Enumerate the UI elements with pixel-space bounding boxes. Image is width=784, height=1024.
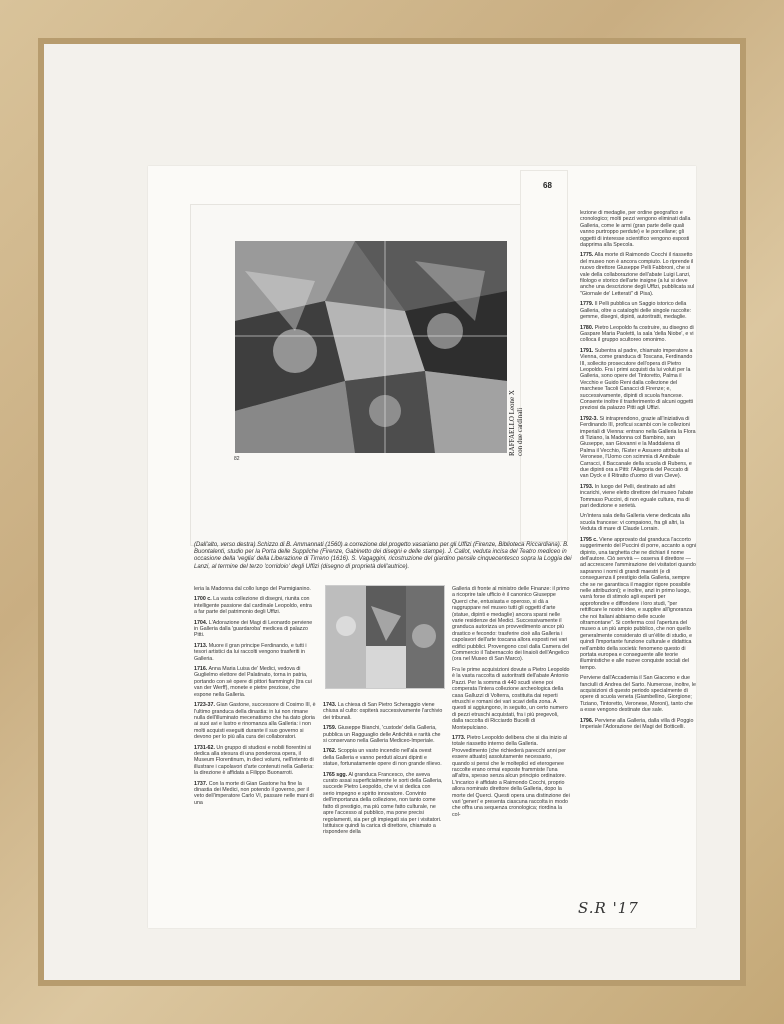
entry-text: Al granduca Francesco, che aveva curato assai superficialmente le sorti della Galleria, succede Pietro Leopoldo, che vi si dedica con serio impegno e spirito innovatore. Convinto dell'importanza della collezione, non tanto come fatto di prestigio, ma più come fatto culturale, ne apre l'accesso al pubblico, ma pone precisi regolamenti, sia per gli impiegati sia per i visitatori. Istituisce quindi la carica di direttore, chiamato a rispondere della	[323, 771, 443, 836]
text-column-2	[323, 702, 443, 840]
entry-text: Galleria di fronte al ministro delle Finanze: il primo a ricoprire tale ufficio è il canonico Giuseppe Querci che, entusiasta e operoso, si dà a raggruppare nel museo tutti gli oggetti d'arte (statue, dipinti e medaglie) ancora sparsi nelle varie residenze dei Medici. Successivamente il granduca autorizza un provvedimento ancor più drastico e fecondo: trasferire cioè alla Galleria i capolavori dell'arte toscana allora esposti nei vari edifici pubblici. Provengono così dalla Camera del Commercio il Tabernacolo dei linaioli dell'Angelico (ora nel Museo di San Marco).	[452, 586, 570, 663]
chronology-entry	[580, 416, 696, 480]
entry-year: 1793.	[580, 483, 594, 490]
entry-text: L'Adorazione dei Magi di Leonardo perviene in Galleria dalla 'guardaroba' medicea di palazzo Pitti.	[194, 619, 313, 639]
chronology-entry	[323, 702, 443, 721]
entry-year: 1765 sgg.	[323, 771, 348, 778]
entry-year: 1731-62.	[194, 744, 215, 751]
entry-text: Gian Gastone, successore di Cosimo III, è l'ultimo granduca della dinastia: in lui non rimane nulla dell'illuminato mecenatismo che ha dato gloria ai suoi avi e lustro e rinomanza alla Galleria: i non molti acquisti eseguiti durante il suo governo si devono per lo più alla cura dei collaboratori.	[194, 702, 316, 741]
entry-year: 1762.	[323, 748, 337, 755]
chronology-entry	[580, 301, 696, 320]
chronology-entry	[194, 745, 316, 777]
chronology-entry	[194, 596, 316, 615]
entry-year: 1759.	[323, 725, 337, 732]
book-page-clipping	[148, 166, 696, 928]
entry-year: 1795 c.	[580, 536, 598, 543]
chronology-entry	[580, 210, 696, 248]
chronology-entry	[194, 586, 316, 592]
entry-text: Alla morte di Raimondo Cocchi il riassetto del museo non è ancora compiuto. Lo riprende il nuovo direttore Giuseppe Pelli Fabbroni, che si vale della collaborazione dell'abate Luigi Lanzi, filologo e storico dell'arte insigne (a lui si deve anche una descrizione degli Uffizi, pubblicata sul "Giornale de' Letterati" di Pisa).	[580, 252, 695, 297]
chronology-entry	[580, 513, 696, 532]
chronology-entry	[452, 667, 570, 731]
painting-collage-image	[235, 241, 507, 453]
entry-text: Anna Maria Luisa de' Medici, vedova di Guglielmo elettore del Palatinato, torna in patria, portando con sé opere di pittori fiamminghi (tra cui van der Werff), monete e pietre preziose, che espone nella Galleria.	[194, 666, 312, 698]
entry-year: 1780.	[580, 324, 594, 331]
entry-year: 1737.	[194, 780, 208, 787]
entry-year: 1779.	[580, 301, 594, 308]
chronology-entry	[323, 748, 443, 767]
chronology-entry	[580, 484, 696, 510]
page-number: 68	[543, 181, 552, 190]
entry-year: 1713.	[194, 642, 208, 649]
chronology-entry	[580, 675, 696, 713]
chronology-entry	[580, 718, 696, 731]
entry-year: 1796.	[580, 717, 594, 724]
entry-year: 1775.	[580, 252, 594, 259]
entry-text: La vasta collezione di disegni, riunita con intelligente passione dal cardinale Leopoldo, entra a far parte del patrimonio degli Uffizi.	[194, 596, 312, 616]
chronology-entry	[194, 781, 316, 807]
chronology-entry	[194, 643, 316, 662]
entry-year: 1773.	[452, 734, 466, 741]
text-column-3	[452, 586, 570, 822]
chronology-entry	[452, 735, 570, 818]
chronology-entry	[580, 325, 696, 344]
entry-year: 1791.	[580, 347, 594, 354]
entry-text: Viene approvato dal granduca l'accorto suggerimento del Puccini di porre, accanto a ogni dipinto, una targhetta che ne dichiari il nome dell'autore. Ciò servirà — osserva il direttore — ad accrescere l'ammirazione dei visitatori quando sapranno i nomi di grandi maestri (e di conseguenza il prestigio della Galleria, sempre che se ne garantisca il maggior rigore possibile nelle attribuzioni); e inoltre, anzi in primo luogo, varrà forse di stimolo agli esperti per approfondire e diffondere i loro studi, "per rettificare le nostre idee, e supplire all'ignoranza che noi Italiani abbiamo delle scuole oltramontane". Si conferma così l'apertura del museo a un più ampio pubblico, che non quello generalmente considerato di un'élite di studio, e quindi l'importante funzione culturale e didattica nell'ambito della società: fenomeno questo di portata europea e conseguente alle teorie illuministiche e alle nuove conquiste sociali del tempo.	[580, 536, 697, 671]
entry-text: Un gruppo di studiosi e nobili fiorentini si dedica alla stesura di una ponderosa opera, il Museum Florentinum, in dieci volumi, nell'intento di illustrare i capolavori d'arte contenuti nella Galleria: la direzione è affidata a Filippo Buonarroti.	[194, 744, 314, 777]
entry-text: Pietro Leopoldo fa costruire, su disegno di Gaspare Maria Paoletti, la sala 'della Niobe', e vi colloca il gruppo scultoreo omonimo.	[580, 324, 694, 344]
artist-signature: S.R '17	[578, 899, 639, 917]
entry-year: 1743.	[323, 702, 337, 708]
entry-year: 1700 c.	[194, 596, 212, 603]
entry-text: La chiesa di San Pietro Scheraggio viene chiusa al culto: ospiterà successivamente l'archivio dei tribunali.	[323, 702, 443, 721]
chronology-entry	[580, 252, 696, 297]
raphael-painting-photo	[235, 241, 507, 453]
entry-text: Subentra al padre, chiamato imperatore a Vienna, come granduca di Toscana, Ferdinando III, sollecito prosecutore dell'opera di Pietro Leopoldo. Fra i primi acquisti da lui voluti per la Galleria, sono opere del Tintoretto, Palma il Vecchio e Guido Reni dalla collezione del marchese Tacoli Canacci di Firenze; e, successivamente, dipinti di scuola francese. Consente inoltre il trasferimento di alcuni oggetti preziosi da palazzo Pitti agli Uffizi.	[580, 347, 694, 412]
chronology-entry	[452, 586, 570, 663]
chronology-entry	[323, 772, 443, 836]
entry-text: Fra le prime acquisizioni dovute a Pietro Leopoldo è la vasta raccolta di autoritratti dell'abate Antonio Pazzi. Per la somma di 440 scudi viene poi comperata l'intera collezione archeologica della casa Galluzzi di Volterra, costituita dai reperti etruschi e romani dei vari scavi della zona. A questi si aggiungono, in seguito, un certo numero di pezzi etruschi acquistati, fra i più pregevoli, dalla raccolta di Ricciardo Bucelli di Montepulciano.	[452, 666, 570, 731]
secondary-photo	[325, 585, 445, 689]
entry-text: Muore il gran principe Ferdinando, e tutti i tesori artistici da lui raccolti vengono trasferiti in Galleria.	[194, 642, 307, 662]
chronology-entry	[580, 348, 696, 412]
entry-text: Giuseppe Bianchi, 'custode' della Galleria, pubblica un Ragguaglio delle Antichità e rarità che si conservano nella Galleria Mediceo-Imperiale.	[323, 725, 441, 745]
entry-text: Perviene dall'Accademia il San Giacomo e due fanciulli di Andrea del Sarto. Numerose, inoltre, le acquisizioni di questo periodo specialmente di opere di scuola veneta (Giambellino, Giorgione; Tiziano, Tintoretto, Veronese, Moroni), tanto che a esse vengono destinate due sale.	[580, 675, 697, 714]
entry-text: Il Pelli pubblica un Saggio istorico della Galleria, oltre a cataloghi delle singole raccolte: gemme, disegni, dipinti, autoritratti, medaglie.	[580, 301, 692, 321]
chronology-entry	[194, 620, 316, 639]
chronology-entry	[194, 702, 316, 740]
entry-text: Un'intera sala della Galleria viene dedicata alla scuola francese: vi compaiono, fra gli altri, la Veduta di mare di Claude Lorrain.	[580, 513, 690, 533]
page-tab	[520, 170, 568, 542]
entry-text: Si intraprendono, grazie all'iniziativa di Ferdinando III, proficui scambi con le collezioni imperiali di Vienna: entrano nella Galleria la Flora di Tiziano, la Madonna col Bambino, san Giuseppe, san Giovanni e la Maddalena di Palma il Vecchio, l'Ester e Assuero attribuita al Veronese, l'Uomo con scimmia di Annibale Carracci, il Baccanale della scuola di Rubens, e due dipinti ora a Pitti: l'Allegoria del Peccato di van Dyck e il Ritratto d'uomo di van Cleve).	[580, 415, 696, 480]
entry-year: 1716.	[194, 666, 208, 673]
entry-year: 1723-37.	[194, 702, 215, 709]
text-column-4	[580, 210, 696, 734]
entry-text: Perviene alla Galleria, dalla villa di Poggio Imperiale l'Adorazione dei Magi del Botticelli.	[580, 717, 694, 731]
entry-text: Pietro Leopoldo delibera che si dia inizio al totale riassetto interno della Galleria. Provvedimento (che richiederà parecchi anni per essere attuato) assolutamente necessario, quando si pensi che le molteplici ed eterogenee raccolte erano ormai esposte frammiste l'una all'altra, spesso senza alcun principio ordinatore. L'incarico è affidato a Raimondo Cocchi, proprio allora nominato direttore della Galleria, dopo la morte del Querci. Questi opera una distinzione dei vari 'generi' e presenta ciascuna raccolta in modo che offra una sequenza cronologica; riordina la col-	[452, 734, 570, 818]
text-column-1	[194, 586, 316, 810]
figure-caption: (Dall'alto, verso destra) Schizzo di B. Ammannati (1560) a correzione del progetto vasariano per gli Uffizi (Firenze, Biblioteca Riccardiana). B. Buontalenti, studio per la Porta delle Suppliche (Firenze, Gabinetto dei disegni e delle stampe). J. Callot, veduta incisa del Teatro mediceo in occasione della 'veglia' della Liberazione di Tirreno (1616). S. Vagaggini, ricostruzione del giardino pensile cinquecentesco sopra la Loggia dei Lanzi, al termine del terzo 'corridoio' degli Uffizi (disegno di proprietà dell'autrice).	[194, 542, 572, 570]
photo-small-number: 82	[234, 456, 240, 462]
photo-vertical-label: RAFFAELLO Leone X con due cardinali	[508, 390, 524, 456]
entry-text: In luogo del Pelli, destinato ad altri incarichi, viene eletto direttore del museo l'abate Tommaso Puccini, di non eguale cultura, ma di pari dedizione e serietà.	[580, 483, 694, 510]
chronology-entry	[580, 537, 696, 672]
entry-year: 1792-3.	[580, 415, 598, 422]
chronology-entry	[194, 666, 316, 698]
small-collage-image	[326, 586, 444, 688]
entry-text: Con la morte di Gian Gastone ha fine la dinastia dei Medici, non potendo il governo, per il veto dell'imperatore Carlo VI, passare nelle mani di una	[194, 780, 314, 806]
chronology-entry	[323, 725, 443, 744]
entry-year: 1704.	[194, 619, 208, 626]
entry-text: Scoppia un vasto incendio nell'ala ovest della Galleria e vanno perduti alcuni dipinti e statue, fortunatamente opere di non grande rilievo.	[323, 748, 442, 768]
mat-board	[44, 44, 740, 980]
entry-text: leria la Madonna dal collo lungo del Parmigianino.	[194, 586, 311, 592]
entry-text: lezione di medaglie, per ordine geografico e cronologico; molti pezzi vengono eliminati dalla Galleria, come le armi (gran parte delle quali vanno purtroppo perdute) e le porcellane; gli oggetti di interesse scientifico vengono esposti dapprima alla Specola.	[580, 210, 691, 249]
